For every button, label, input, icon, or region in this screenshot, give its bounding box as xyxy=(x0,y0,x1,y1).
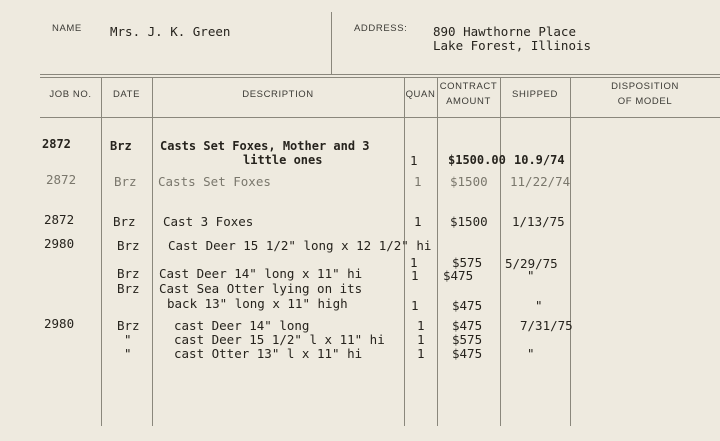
date-cell: " xyxy=(124,332,132,347)
date-cell: Brz xyxy=(117,266,140,281)
col-header-disposition-2: OF MODEL xyxy=(617,96,673,107)
quantity-cell: 1 xyxy=(417,318,425,333)
col-header-description: DESCRIPTION xyxy=(242,89,314,100)
description-cell: Cast Deer 14" long x 11" hi xyxy=(159,266,363,281)
amount-cell: $475 xyxy=(452,318,483,333)
date-cell: " xyxy=(124,346,132,361)
job-number: 2980 xyxy=(44,236,75,251)
col-header-date: DATE xyxy=(112,89,141,100)
description-cell: cast Deer 15 1/2" l x 11" hi xyxy=(174,332,385,347)
header-bottom-rule xyxy=(40,117,720,118)
quantity-cell: 1 xyxy=(417,332,425,347)
table-top-rule-2 xyxy=(40,77,720,78)
col-divider-6 xyxy=(570,77,571,426)
job-number: 2872 xyxy=(46,172,77,187)
col-divider-2 xyxy=(152,77,153,426)
shipped-cell: 10.9/74 xyxy=(514,153,565,167)
amount-cell: $1500 xyxy=(450,214,488,229)
col-header-quan: QUAN xyxy=(405,89,436,100)
description-cell: Casts Set Foxes, Mother and 3 xyxy=(160,139,370,153)
shipped-cell: " xyxy=(527,346,535,361)
date-cell: Brz xyxy=(117,281,140,296)
amount-cell: $1500 xyxy=(450,174,488,189)
description-cell-line-2: little ones xyxy=(243,153,323,167)
description-cell: Cast Sea Otter lying on its xyxy=(159,281,363,296)
col-divider-4 xyxy=(437,77,438,426)
date-cell: Brz xyxy=(113,214,136,229)
job-number: 2872 xyxy=(44,212,75,227)
date-cell: Brz xyxy=(110,139,132,153)
job-number: 2872 xyxy=(42,137,71,151)
col-header-contract-2: AMOUNT xyxy=(446,96,491,107)
quantity-cell: 1 xyxy=(414,174,422,189)
shipped-cell: 1/13/75 xyxy=(512,214,565,229)
col-divider-5 xyxy=(500,77,501,426)
quantity-cell: 1 xyxy=(410,153,418,168)
description-cell: Casts Set Foxes xyxy=(158,174,271,189)
description-cell: cast Deer 14" long xyxy=(174,318,310,333)
description-cell: Cast Deer 15 1/2" long x 12 1/2" hi xyxy=(168,238,432,253)
shipped-cell: " xyxy=(535,298,543,313)
col-header-contract-1: CONTRACT xyxy=(439,81,498,92)
quantity-cell: 1 xyxy=(411,268,419,283)
col-divider-1 xyxy=(101,77,102,426)
description-cell: cast Otter 13" l x 11" hi xyxy=(174,346,363,361)
address-line-1: 890 Hawthorne Place xyxy=(433,24,576,39)
col-header-shipped: SHIPPED xyxy=(512,89,558,100)
quantity-cell: 1 xyxy=(417,346,425,361)
date-cell: Brz xyxy=(117,238,140,253)
amount-cell: $575 xyxy=(452,332,483,347)
shipped-cell: 11/22/74 xyxy=(510,174,571,189)
date-cell: Brz xyxy=(114,174,137,189)
quantity-cell: 1 xyxy=(410,255,418,270)
col-header-disposition-1: DISPOSITION xyxy=(611,81,679,92)
amount-cell: $475 xyxy=(452,346,483,361)
amount-cell: $475 xyxy=(452,298,483,313)
name-value: Mrs. J. K. Green xyxy=(110,24,231,39)
shipped-cell: 5/29/75 xyxy=(505,256,558,271)
shipped-cell: 7/31/75 xyxy=(520,318,573,333)
amount-cell: $1500.00 xyxy=(448,153,506,167)
date-cell: Brz xyxy=(117,318,140,333)
job-number: 2980 xyxy=(44,316,75,331)
name-label: NAME xyxy=(52,23,82,34)
amount-cell: $475 xyxy=(443,268,474,283)
col-header-job: JOB NO. xyxy=(49,89,92,100)
header-divider-vertical xyxy=(331,12,332,74)
quantity-cell: 1 xyxy=(414,214,422,229)
address-line-2: Lake Forest, Illinois xyxy=(433,38,592,53)
amount-cell: $575 xyxy=(452,255,483,270)
quantity-cell: 1 xyxy=(411,298,419,313)
address-label: ADDRESS: xyxy=(354,23,408,34)
table-top-rule xyxy=(40,74,720,75)
description-cell: Cast 3 Foxes xyxy=(163,214,254,229)
shipped-cell: " xyxy=(527,268,535,283)
description-cell-line-2: back 13" long x 11" high xyxy=(167,296,348,311)
